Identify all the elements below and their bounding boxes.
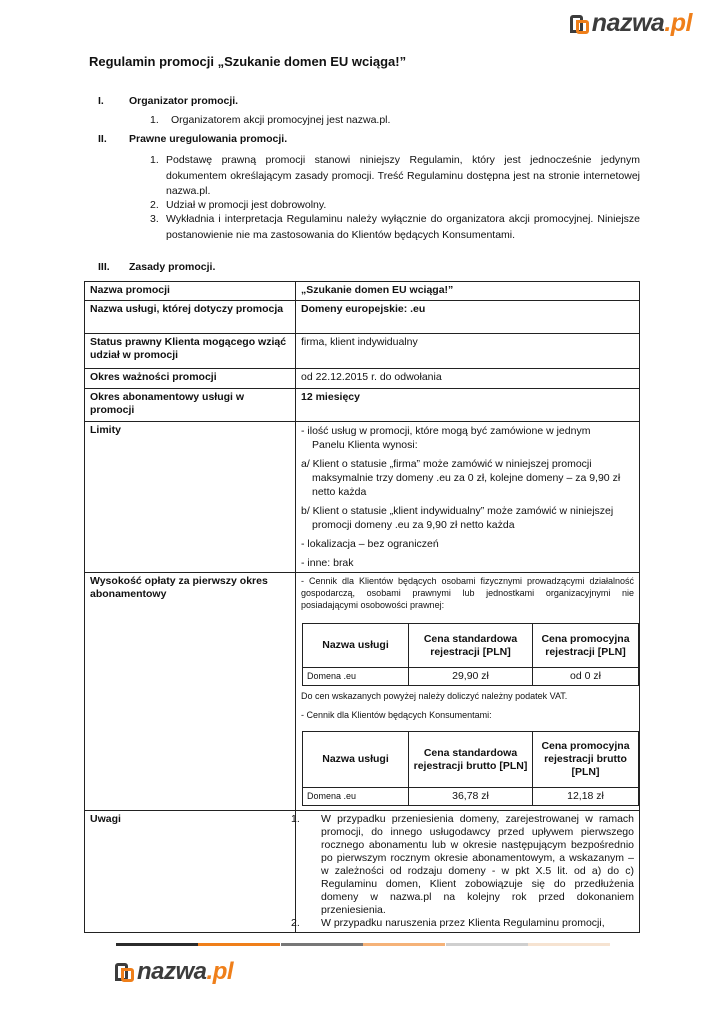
col-header: Cena promocyjna rejestracji brutto [PLN]	[533, 732, 639, 788]
section-2-item-2: 2. Udział w promocji jest dobrowolny.	[150, 199, 327, 211]
row-value: „Szukanie domen EU wciąga!”	[296, 282, 640, 301]
col-header: Cena promocyjna rejestracji [PLN]	[533, 624, 639, 668]
table-row	[85, 334, 640, 369]
section-2-heading: II. Prawne uregulowania promocji.	[98, 133, 288, 145]
logo-text: nazwa.pl	[591, 9, 692, 37]
row-label: Wysokość opłaty za pierwszy okres abonamentowy	[85, 573, 296, 811]
row-value: Domeny europejskie: .eu	[296, 301, 640, 334]
list-item: 1. W przypadku przeniesienia domeny, zarejestrowanej w ramach promocji, do innego usługodawcy przed upływem pierwszego rocznego abonamentu lub w okresie następującym bezpośrednio po pierwszym rocznym okresie abonamentowym, a wskazanym – w zależności od rodzaju domeny - w pkt X.5 lit. od a) do c) Regulaminu domen, Klient zobowiązuje się do przedłużenia domeny w nazwa.pl na kolejny rok przed dokonaniem przeniesienia.	[291, 813, 634, 916]
col-header: Cena standardowa rejestracji brutto [PLN]	[409, 732, 533, 788]
limits-cell	[296, 422, 640, 573]
header-logo[interactable]	[570, 9, 692, 38]
fees-cell	[296, 573, 640, 811]
limit-line: a/ Klient o statusie „firma” może zamówić w niniejszej promocji	[301, 458, 592, 470]
limit-line: b/ Klient o statusie „klient indywidualny” może zamówić w niniejszej	[301, 505, 614, 517]
limit-line: maksymalnie trzy domeny .eu za 0 zł, kolejne domeny – za 9,90 zł netto każda	[312, 472, 621, 498]
table-row	[85, 573, 640, 811]
notes-list	[291, 813, 634, 930]
section-2-item-3: 3. Wykładnia i interpretacja Regulaminu należy wyłącznie do organizatora akcji promocyjnej. Niniejsze postanowienie nie ma zastosowania do Klientów będących Konsumentami.	[150, 213, 640, 241]
promo-price: od 0 zł	[533, 668, 639, 686]
notes-cell	[291, 811, 640, 933]
section-3-heading: III. Zasady promocji.	[98, 261, 216, 273]
row-label: Status prawny Klienta mogącego wziąć udział w promocji	[85, 334, 296, 369]
promo-price: 12,18 zł	[533, 788, 639, 806]
table-row	[85, 301, 640, 334]
table-row	[85, 389, 640, 422]
section-1-item-1: 1. Organizatorem akcji promocyjnej jest nazwa.pl.	[150, 114, 391, 126]
col-header: Nazwa usługi	[303, 624, 409, 668]
table-row	[85, 811, 640, 933]
logo-text: nazwa.pl	[137, 958, 234, 985]
consumer-price-table	[302, 731, 639, 806]
row-value: firma, klient indywidualny	[296, 334, 640, 369]
consumer-pricing-intro: - Cennik dla Klientów będących Konsumentami:	[301, 710, 492, 720]
list-item: 2. W przypadku naruszenia przez Klienta Regulaminu promocji,	[291, 917, 605, 929]
row-label: Limity	[85, 422, 296, 573]
limit-line: - ilość usług w promocji, które mogą być zamówione w jednym	[301, 425, 591, 437]
vat-note: Do cen wskazanych powyżej należy doliczyć należny podatek VAT.	[301, 691, 568, 701]
row-label: Nazwa usługi, której dotyczy promocja	[85, 301, 296, 334]
limit-line: - lokalizacja – bez ograniczeń	[301, 538, 439, 550]
row-value: od 22.12.2015 r. do odwołania	[296, 369, 640, 389]
table-row	[85, 282, 640, 301]
promotion-rules-table	[84, 281, 640, 933]
footer-logo[interactable]	[115, 958, 233, 986]
standard-price: 29,90 zł	[409, 668, 533, 686]
row-label: Okres ważności promocji	[85, 369, 296, 389]
row-label: Uwagi	[85, 811, 296, 933]
limit-line: - inne: brak	[301, 557, 354, 569]
row-label: Nazwa promocji	[85, 282, 296, 301]
row-label: Okres abonamentowy usługi w promocji	[85, 389, 296, 422]
document-title: Regulamin promocji „Szukanie domen EU wciąga!”	[89, 54, 407, 69]
business-price-table	[302, 623, 639, 686]
limit-line: promocji domeny .eu za 9,90 zł netto każda	[312, 519, 515, 531]
standard-price: 36,78 zł	[409, 788, 533, 806]
table-row	[85, 369, 640, 389]
section-2-item-1: 1. Podstawę prawną promocji stanowi niniejszy Regulamin, który jest jednocześnie jedynym dokumentem określającym zasady promocji. Treść Regulaminu dostępna jest na stronie internetowej nazwa.pl.	[150, 154, 640, 197]
nazwa-logo-icon	[115, 961, 135, 983]
col-header: Nazwa usługi	[303, 732, 409, 788]
footer-divider	[116, 943, 610, 949]
section-1-heading: I. Organizator promocji.	[98, 95, 239, 107]
service-name: Domena .eu	[303, 788, 409, 806]
limit-line: Panelu Klienta wynosi:	[312, 439, 418, 451]
business-pricing-intro: - Cennik dla Klientów będących osobami fizycznymi prowadzącymi działalność gospodarczą, osobami prawnymi lub jednostkami organizacyjnymi nie posiadającymi osobowości prawnej:	[301, 576, 634, 610]
service-name: Domena .eu	[303, 668, 409, 686]
row-value: 12 miesięcy	[296, 389, 640, 422]
table-row	[85, 422, 640, 573]
col-header: Cena standardowa rejestracji [PLN]	[409, 624, 533, 668]
nazwa-logo-icon	[570, 13, 590, 35]
